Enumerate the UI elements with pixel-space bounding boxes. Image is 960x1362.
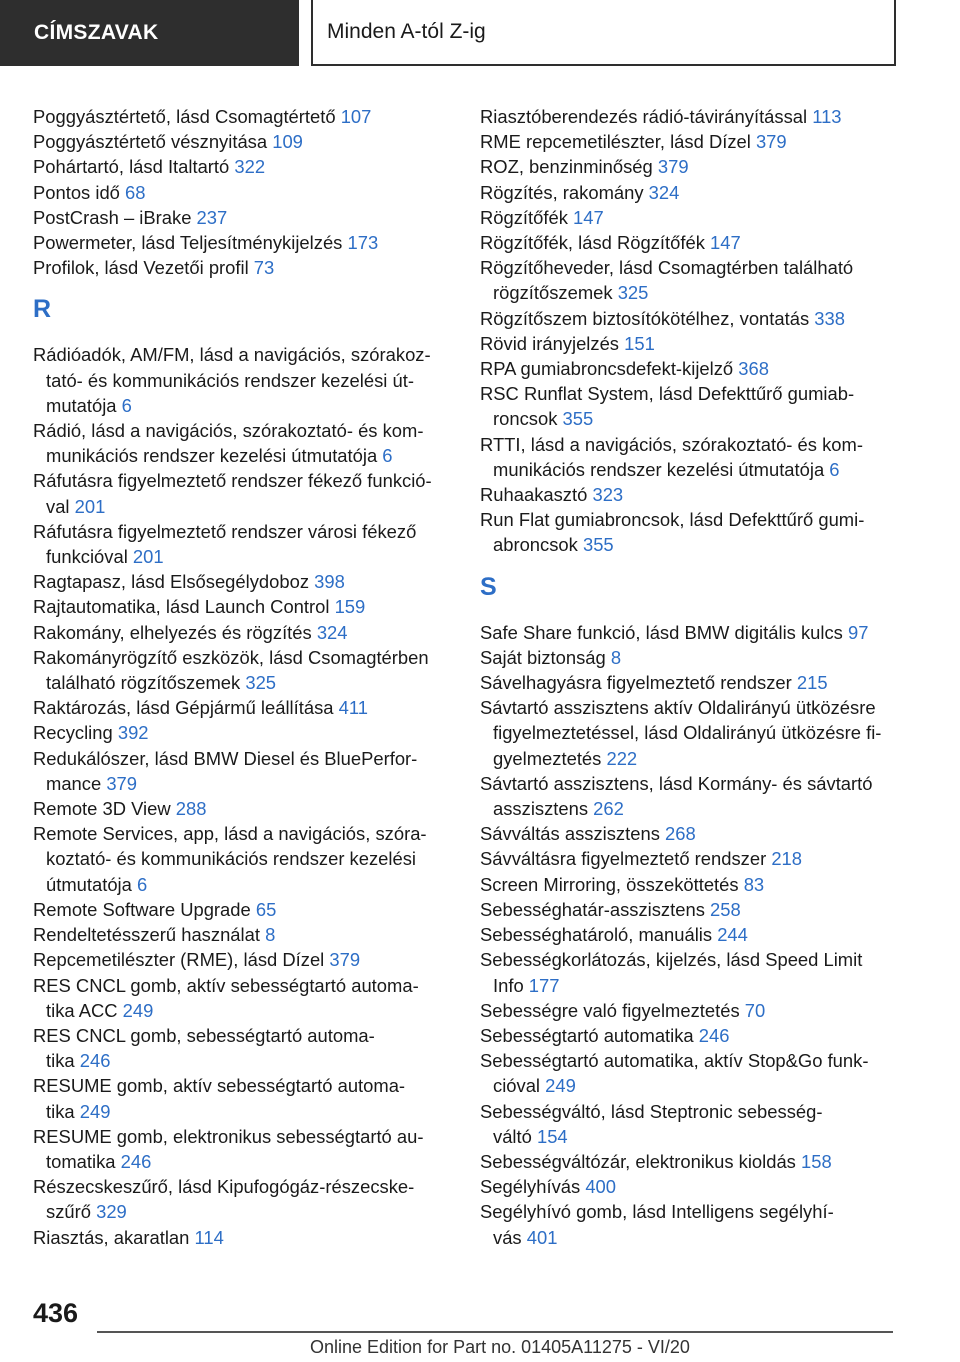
index-entry [33, 255, 463, 280]
index-entry-text: Riasztás, akaratlan [33, 1226, 195, 1248]
index-entry [33, 947, 463, 972]
index-entry-text: Rögzítőszem biztosítókötélhez, vontatás [480, 307, 815, 329]
index-entry-text: Run Flat gumiabroncsok, lásd Defekttűrő gumi- [480, 509, 865, 531]
index-entry [33, 519, 463, 569]
page-reference-link[interactable]: 218 [771, 848, 803, 870]
index-entry [480, 998, 910, 1023]
index-entry [480, 1199, 910, 1249]
page-reference-link[interactable]: 215 [796, 672, 828, 694]
page-reference-link[interactable]: 411 [338, 697, 368, 719]
index-entry-text: tató- és kommunikációs rendszer kezelési út- [46, 369, 414, 391]
index-entry [33, 973, 463, 1023]
page-reference-link[interactable]: 355 [562, 408, 594, 430]
index-entry-text: tika [46, 1050, 80, 1072]
page-reference-link[interactable]: 246 [79, 1050, 111, 1072]
index-entry [33, 205, 463, 230]
index-entry-text: RME repcemetilészter, lásd Dízel [480, 131, 756, 153]
page-reference-link[interactable]: 83 [743, 873, 765, 895]
index-entry [480, 922, 910, 947]
index-entry-text: Sávtartó asszisztens aktív Oldalirányú ütközésre [480, 697, 876, 719]
page-reference-link[interactable]: 107 [340, 106, 372, 127]
index-entry-text: Ráfutásra figyelmeztető rendszer városi fékező [33, 520, 417, 542]
index-entry-text: Pohártartó, lásd Italtartó [33, 156, 235, 178]
index-entry [480, 1023, 910, 1048]
index-entry-text: RES CNCL gomb, aktív sebességtartó automa- [33, 974, 419, 996]
index-entry-text: Sebességtartó automatika, aktív Stop&Go funk- [480, 1050, 869, 1072]
page-reference-link[interactable]: 6 [121, 394, 132, 416]
page-reference-link[interactable]: 244 [717, 924, 748, 946]
index-entry [480, 620, 910, 645]
index-entry-text: Rádióadók, AM/FM, lásd a navigációs, szórakoz- [33, 344, 431, 366]
index-entry-text: Pontos idő [33, 181, 126, 203]
index-entry-text: Riasztóberendezés rádió-távirányítással [480, 106, 813, 127]
index-entry [480, 897, 910, 922]
index-letter-heading: R [33, 295, 52, 324]
title-tab[interactable]: Minden A-tól Z-ig [311, 0, 896, 66]
index-entry-text: Sávváltásra figyelmeztető rendszer [480, 848, 772, 870]
index-entry [33, 180, 463, 205]
index-entry-text: Ragtapasz, lásd Elsősegélydoboz [33, 571, 315, 593]
index-entry-text: roncsok [493, 408, 563, 430]
index-entry-text: Rövid irányjelzés [480, 332, 625, 354]
index-entry-text: Remote Services, app, lásd a navigációs, szóra- [33, 823, 427, 845]
index-entry-text: tika [46, 1100, 80, 1122]
index-entry-text: Sebességhatár-asszisztens [480, 898, 710, 920]
index-entry-text: RESUME gomb, aktív sebességtartó automa- [33, 1075, 406, 1097]
index-entry-text: Raktározás, lásd Gépjármű leállítása [33, 697, 339, 719]
page-reference-link[interactable]: 147 [710, 232, 741, 254]
index-entry-text: gyelmeztetés [493, 747, 607, 769]
index-entry-text: Sávváltás asszisztens [480, 823, 666, 845]
page-reference-link[interactable]: 147 [573, 206, 604, 228]
index-entry [33, 1073, 463, 1123]
index-entry-text: Sebességváltózár, elektronikus kioldás [480, 1150, 801, 1172]
page-reference-link[interactable]: 237 [196, 206, 228, 228]
page-reference-link[interactable]: 249 [79, 1100, 111, 1122]
index-entry-text: Redukálószer, lásd BMW Diesel és BluePerfor- [33, 747, 418, 769]
index-entry [480, 947, 910, 997]
page-reference-link[interactable]: 159 [334, 596, 366, 618]
page-reference-link[interactable]: 246 [120, 1150, 152, 1172]
index-entry [480, 872, 910, 897]
index-entry [33, 569, 463, 594]
index-entry-text: Sebességváltó, lásd Steptronic sebesség- [480, 1100, 823, 1122]
index-entry [480, 695, 910, 771]
index-entry-text: Screen Mirroring, összeköttetés [480, 873, 744, 895]
footer-divider [97, 1331, 893, 1333]
index-entry-text: RESUME gomb, elektronikus sebességtartó au- [33, 1125, 424, 1147]
page-reference-link[interactable]: 97 [847, 621, 869, 643]
index-entry-text: útmutatója [46, 873, 137, 895]
index-entry [480, 230, 910, 255]
page-reference-link[interactable]: 329 [96, 1201, 127, 1223]
index-entry-text: vás [493, 1226, 527, 1248]
index-entry-text: RES CNCL gomb, sebességtartó automa- [33, 1024, 375, 1046]
index-entry-text: rögzítőszemek [493, 282, 618, 304]
index-entry-text: mance [46, 772, 107, 794]
index-entry-text: Rakomány, elhelyezés és rögzítés [33, 621, 317, 643]
page-reference-link[interactable]: 355 [582, 534, 614, 556]
index-entry-text: Sebességre való figyelmeztetés [480, 999, 745, 1021]
index-entry [480, 356, 910, 381]
index-entry [33, 104, 463, 129]
index-entry-text: abroncsok [493, 534, 583, 556]
page-reference-link[interactable]: 73 [253, 257, 275, 279]
index-entry [480, 507, 910, 557]
page-reference-link[interactable]: 324 [316, 621, 348, 643]
index-entry-text: Rendeltetésszerű használat [33, 924, 266, 946]
index-entry-text: ROZ, benzinminőség [480, 156, 658, 178]
page-reference-link[interactable]: 151 [624, 332, 655, 354]
index-entry-text: funkcióval [46, 546, 133, 568]
index-entry-text: val [46, 495, 75, 517]
index-entry-text: munikációs rendszer kezelési útmutatója [493, 458, 830, 480]
index-entry-text: Ráfutásra figyelmeztető rendszer fékező funkció- [33, 470, 432, 492]
page-reference-link[interactable]: 379 [657, 156, 689, 178]
page-reference-link[interactable]: 325 [617, 282, 649, 304]
index-entry-text: Segélyhívó gomb, lásd Intelligens segélyhí- [480, 1201, 834, 1223]
index-entry [33, 1225, 463, 1250]
index-entry-text: Részecskeszűrő, lásd Kipufogógáz-részecske- [33, 1176, 415, 1198]
index-entry-text: Rögzítőfék [480, 206, 574, 228]
index-entry-text: Rögzítőfék, lásd Rögzítőfék [480, 232, 710, 254]
index-entry [480, 205, 910, 230]
index-entry [33, 468, 463, 518]
page-reference-link[interactable]: 379 [755, 131, 787, 153]
index-entry-text: Rögzítés, rakomány [480, 181, 649, 203]
index-entry-text: RTTI, lásd a navigációs, szórakoztató- és kom- [480, 433, 863, 455]
page-reference-link[interactable]: 8 [610, 646, 622, 668]
index-entry-text: mutatója [46, 394, 122, 416]
index-entry-text: koztató- és kommunikációs rendszer kezelési [46, 848, 417, 870]
index-entry [33, 154, 463, 179]
page-reference-link[interactable]: 379 [329, 949, 361, 971]
page-reference-link[interactable]: 398 [314, 571, 345, 593]
page-reference-link[interactable]: 177 [528, 974, 560, 996]
page-reference-link[interactable]: 401 [526, 1226, 558, 1248]
index-entry [33, 129, 463, 154]
index-entry-text: Poggyásztértető vésznyitása [33, 131, 273, 153]
index-entry-text: cióval [493, 1075, 546, 1097]
index-entry-text: RPA gumiabroncsdefekt-kijelző [480, 358, 739, 380]
index-entry [33, 897, 463, 922]
index-entry-text: Recycling [33, 722, 118, 744]
index-entry-text: váltó [493, 1125, 537, 1147]
index-letter-heading: S [480, 572, 497, 601]
index-entry [33, 594, 463, 619]
index-entry [480, 821, 910, 846]
page-reference-link[interactable]: 113 [812, 106, 842, 127]
index-entry-text: Repcemetilészter (RME), lásd Dízel [33, 949, 330, 971]
index-entry-text: Info [493, 974, 529, 996]
index-entry-text: tika ACC [46, 999, 123, 1021]
page-reference-link[interactable]: 322 [234, 156, 266, 178]
index-column-right [480, 104, 910, 1250]
page-reference-link[interactable]: 114 [194, 1226, 224, 1248]
page-reference-link[interactable]: 368 [738, 358, 769, 380]
page-reference-link[interactable]: 6 [829, 458, 840, 480]
page-reference-link[interactable]: 158 [801, 1150, 832, 1172]
index-entry [33, 230, 463, 255]
page-reference-link[interactable]: 8 [265, 924, 276, 946]
index-entry [480, 154, 910, 179]
index-entry-text: Rakományrögzítő eszközök, lásd Csomagtérben [33, 646, 429, 668]
index-entry-text: Remote Software Upgrade [33, 898, 256, 920]
index-entry [480, 1048, 910, 1098]
index-entry [480, 180, 910, 205]
index-entry [33, 695, 463, 720]
index-entry [480, 771, 910, 821]
index-entry [33, 645, 463, 695]
index-entry [480, 104, 910, 129]
page-reference-link[interactable]: 392 [117, 722, 149, 744]
page-reference-link[interactable]: 249 [122, 999, 154, 1021]
index-entry-text: asszisztens [493, 798, 594, 820]
index-entry-text: Sebességhatároló, manuális [480, 924, 718, 946]
section-tab[interactable]: CÍMSZAVAK [0, 0, 299, 66]
index-entry-text: Segélyhívás [480, 1176, 586, 1198]
index-column-left [33, 104, 463, 1250]
page-reference-link[interactable]: 262 [593, 798, 624, 820]
page-reference-link[interactable]: 65 [255, 898, 277, 920]
index-entry-text: Rajtautomatika, lásd Launch Control [33, 596, 335, 618]
page-reference-link[interactable]: 201 [74, 495, 106, 517]
index-entry [480, 381, 910, 431]
index-entry-text: Saját biztonság [480, 646, 611, 668]
index-entry-text: található rögzítőszemek [46, 672, 246, 694]
index-entry [33, 1174, 463, 1224]
page-number: 436 [33, 1298, 79, 1328]
page-reference-link[interactable]: 173 [347, 232, 379, 254]
index-entry-text: RSC Runflat System, lásd Defekttűrő gumiab- [480, 383, 855, 405]
index-entry-text: Sebességtartó automatika [480, 1024, 699, 1046]
index-entry [480, 255, 910, 305]
index-entry-text: Safe Share funkció, lásd BMW digitális kulcs [480, 621, 848, 643]
index-entry-text: Poggyásztértető, lásd Csomagtértető [33, 106, 341, 127]
page-reference-link[interactable]: 268 [665, 823, 696, 845]
page-reference-link[interactable]: 338 [814, 307, 845, 329]
page-reference-link[interactable]: 6 [136, 873, 148, 895]
index-entry-text: munikációs rendszer kezelési útmutatója [46, 445, 383, 467]
index-entry-text: PostCrash – iBrake [33, 206, 197, 228]
index-entry [480, 846, 910, 871]
index-entry [480, 670, 910, 695]
page-reference-link[interactable]: 70 [744, 999, 766, 1021]
index-entry-text: Sávtartó asszisztens, lásd Kormány- és sávtartó [480, 772, 873, 794]
page-reference-link[interactable]: 258 [710, 898, 741, 920]
index-entry [33, 746, 463, 796]
index-entry-text: Powermeter, lásd Teljesítménykijelzés [33, 232, 348, 254]
index-entry-text: Profilok, lásd Vezetői profil [33, 257, 254, 279]
index-entry-text: Sebességkorlátozás, kijelzés, lásd Speed Limit [480, 949, 863, 971]
index-entry [33, 342, 463, 418]
index-entry [480, 645, 910, 670]
index-entry [480, 1174, 910, 1199]
index-entry-text: Sávelhagyásra figyelmeztető rendszer [480, 672, 797, 694]
page-reference-link[interactable]: 68 [125, 181, 146, 203]
page-reference-link[interactable]: 379 [106, 772, 137, 794]
index-entry [33, 796, 463, 821]
index-entry [480, 306, 910, 331]
index-entry [33, 821, 463, 897]
index-entry [33, 1124, 463, 1174]
page-reference-link[interactable]: 288 [175, 798, 207, 820]
index-entry [33, 620, 463, 645]
page-reference-link[interactable]: 6 [382, 445, 393, 467]
index-entry [480, 1099, 910, 1149]
index-entry [33, 922, 463, 947]
index-entry-text: szűrő [46, 1201, 97, 1223]
page-reference-link[interactable]: 246 [698, 1024, 730, 1046]
index-entry [33, 720, 463, 745]
page-reference-link[interactable]: 323 [592, 484, 624, 506]
page-reference-link[interactable]: 325 [245, 672, 277, 694]
index-entry-text: Remote 3D View [33, 798, 176, 820]
index-entry [33, 418, 463, 468]
index-entry [480, 1149, 910, 1174]
index-entry [480, 432, 910, 482]
page-reference-link[interactable]: 249 [545, 1075, 576, 1097]
index-entry-text: Rögzítőheveder, lásd Csomagtérben található [480, 257, 854, 279]
page-reference-link[interactable]: 154 [536, 1125, 568, 1147]
page-header [0, 0, 960, 66]
index-entry-text: Rádió, lásd a navigációs, szórakoztató- és kom- [33, 420, 424, 442]
index-entry [33, 1023, 463, 1073]
index-entry [480, 129, 910, 154]
index-entry-text: tomatika [46, 1150, 121, 1172]
page-reference-link[interactable]: 324 [648, 181, 680, 203]
index-entry-text: Ruhaakasztó [480, 484, 593, 506]
index-entry [480, 482, 910, 507]
index-entry [480, 331, 910, 356]
page-reference-link[interactable]: 109 [272, 131, 303, 153]
index-entry-text: figyelmeztetéssel, lásd Oldalirányú ütközésre fi- [493, 722, 882, 744]
page-reference-link[interactable]: 201 [132, 546, 164, 568]
footer-edition: Online Edition for Part no. 01405A11275 - VI/20 [310, 1337, 690, 1357]
page-reference-link[interactable]: 222 [606, 747, 638, 769]
page-reference-link[interactable]: 400 [585, 1176, 616, 1198]
